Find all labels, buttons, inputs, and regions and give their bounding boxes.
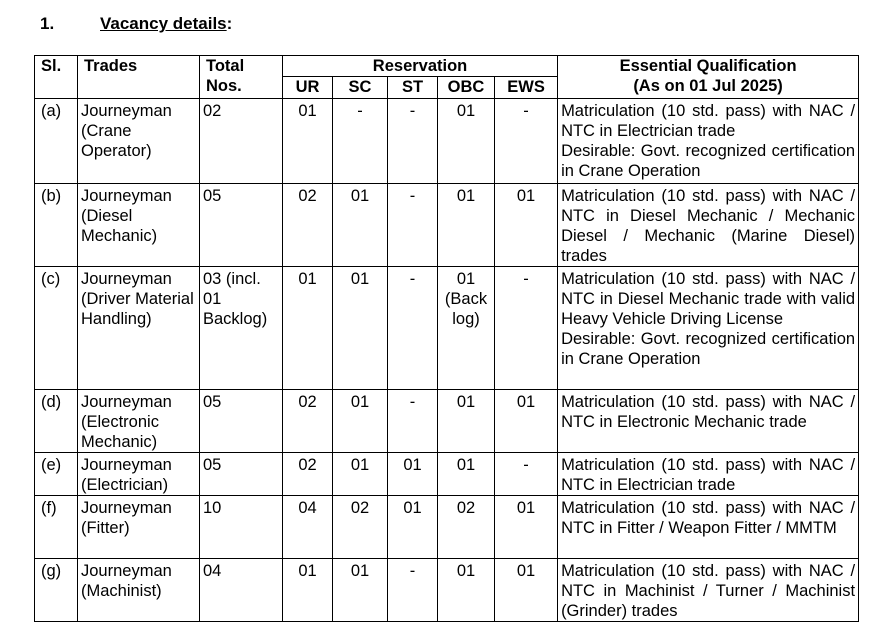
cell-sl: (a) xyxy=(35,99,78,184)
cell-st: - xyxy=(388,184,438,267)
table-row xyxy=(35,496,859,559)
cell-obc: 01 xyxy=(438,390,495,453)
cell-st: - xyxy=(388,390,438,453)
section-number: 1. xyxy=(40,14,55,33)
table-row xyxy=(35,390,859,453)
cell-sc: 01 xyxy=(333,184,388,267)
qualification-text: Matriculation (10 std. pass) with NAC / NTC in Machinist / Turner / Machinist (Grinder) trades xyxy=(561,562,856,620)
header-ews: EWS xyxy=(495,77,558,99)
header-total-line2: Nos. xyxy=(206,77,242,95)
header-reservation: Reservation xyxy=(283,56,558,77)
cell-trade: Journeyman (Fitter) xyxy=(78,496,200,559)
header-ur: UR xyxy=(283,77,333,99)
header-total xyxy=(200,56,283,99)
cell-st: - xyxy=(388,267,438,390)
section-title: Vacancy details xyxy=(100,14,227,33)
cell-trade: Journeyman (Diesel Mechanic) xyxy=(78,184,200,267)
cell-sc: - xyxy=(333,99,388,184)
cell-ews: 01 xyxy=(495,559,558,622)
cell-obc: 01 xyxy=(438,559,495,622)
cell-ews: 01 xyxy=(495,184,558,267)
cell-trade: Journeyman (Electronic Mechanic) xyxy=(78,390,200,453)
cell-ews: 01 xyxy=(495,390,558,453)
cell-ews: - xyxy=(495,453,558,496)
cell-ur: 01 xyxy=(283,99,333,184)
cell-ur: 01 xyxy=(283,267,333,390)
header-row-1 xyxy=(35,56,859,77)
cell-qualification xyxy=(558,453,859,496)
cell-ews: - xyxy=(495,267,558,390)
cell-sl: (g) xyxy=(35,559,78,622)
cell-qualification xyxy=(558,496,859,559)
table-row xyxy=(35,99,859,184)
cell-ews: 01 xyxy=(495,496,558,559)
cell-qualification xyxy=(558,267,859,390)
header-sl: Sl. xyxy=(35,56,78,99)
qualification-text: Matriculation (10 std. pass) with NAC / NTC in Diesel Mechanic / Mechanic Diesel / Mechanic (Marine Diesel) trades xyxy=(561,187,856,265)
header-st: ST xyxy=(388,77,438,99)
cell-ur: 02 xyxy=(283,453,333,496)
cell-sl: (e) xyxy=(35,453,78,496)
cell-qualification xyxy=(558,559,859,622)
cell-trade: Journeyman (Driver Material Handling) xyxy=(78,267,200,390)
cell-st: - xyxy=(388,99,438,184)
cell-st: - xyxy=(388,559,438,622)
qualification-text: Matriculation (10 std. pass) with NAC / NTC in Electronic Mechanic trade xyxy=(561,393,856,431)
cell-st: 01 xyxy=(388,496,438,559)
header-total-line1: Total xyxy=(206,57,245,75)
qualification-text: Matriculation (10 std. pass) with NAC / NTC in Fitter / Weapon Fitter / MMTM xyxy=(561,499,856,537)
cell-sl: (b) xyxy=(35,184,78,267)
desirable-text: Desirable: Govt. recognized certification in Crane Operation xyxy=(561,330,856,368)
cell-ur: 02 xyxy=(283,390,333,453)
cell-ur: 04 xyxy=(283,496,333,559)
cell-obc: 01 xyxy=(438,184,495,267)
cell-sl: (c) xyxy=(35,267,78,390)
cell-total: 04 xyxy=(200,559,283,622)
cell-sc: 02 xyxy=(333,496,388,559)
cell-trade: Journeyman (Crane Operator) xyxy=(78,99,200,184)
qualification-text: Matriculation (10 std. pass) with NAC / NTC in Electrician trade xyxy=(561,456,856,494)
vacancy-table xyxy=(34,55,859,622)
cell-st: 01 xyxy=(388,453,438,496)
cell-obc: 02 xyxy=(438,496,495,559)
header-qualification xyxy=(558,56,859,99)
cell-ews: - xyxy=(495,99,558,184)
header-qual-line2: (As on 01 Jul 2025) xyxy=(633,77,783,95)
cell-total: 05 xyxy=(200,390,283,453)
cell-qualification xyxy=(558,99,859,184)
cell-ur: 01 xyxy=(283,559,333,622)
table-row xyxy=(35,559,859,622)
cell-sl: (f) xyxy=(35,496,78,559)
cell-obc: 01 xyxy=(438,453,495,496)
cell-sc: 01 xyxy=(333,559,388,622)
cell-qualification xyxy=(558,184,859,267)
cell-sl: (d) xyxy=(35,390,78,453)
header-trades: Trades xyxy=(78,56,200,99)
cell-trade: Journeyman (Machinist) xyxy=(78,559,200,622)
cell-sc: 01 xyxy=(333,453,388,496)
cell-obc: 01 xyxy=(438,99,495,184)
header-qual-line1: Essential Qualification xyxy=(619,57,797,75)
section-colon: : xyxy=(226,14,233,33)
cell-total: 05 xyxy=(200,184,283,267)
table-row xyxy=(35,453,859,496)
cell-obc: 01 (Back log) xyxy=(438,267,495,390)
desirable-text: Desirable: Govt. recognized certification in Crane Operation xyxy=(561,142,856,180)
header-sc: SC xyxy=(333,77,388,99)
header-obc: OBC xyxy=(438,77,495,99)
cell-total: 03 (incl. 01 Backlog) xyxy=(200,267,283,390)
qualification-text: Matriculation (10 std. pass) with NAC / NTC in Diesel Mechanic trade with valid Heavy Vehicle Driving License xyxy=(561,270,856,328)
table-row xyxy=(35,267,859,390)
cell-ur: 02 xyxy=(283,184,333,267)
cell-total: 05 xyxy=(200,453,283,496)
cell-total: 02 xyxy=(200,99,283,184)
section-heading xyxy=(40,14,232,34)
qualification-text: Matriculation (10 std. pass) with NAC / NTC in Electrician trade xyxy=(561,102,856,140)
cell-qualification xyxy=(558,390,859,453)
cell-sc: 01 xyxy=(333,390,388,453)
table-row xyxy=(35,184,859,267)
cell-total: 10 xyxy=(200,496,283,559)
cell-sc: 01 xyxy=(333,267,388,390)
cell-trade: Journeyman (Electrician) xyxy=(78,453,200,496)
